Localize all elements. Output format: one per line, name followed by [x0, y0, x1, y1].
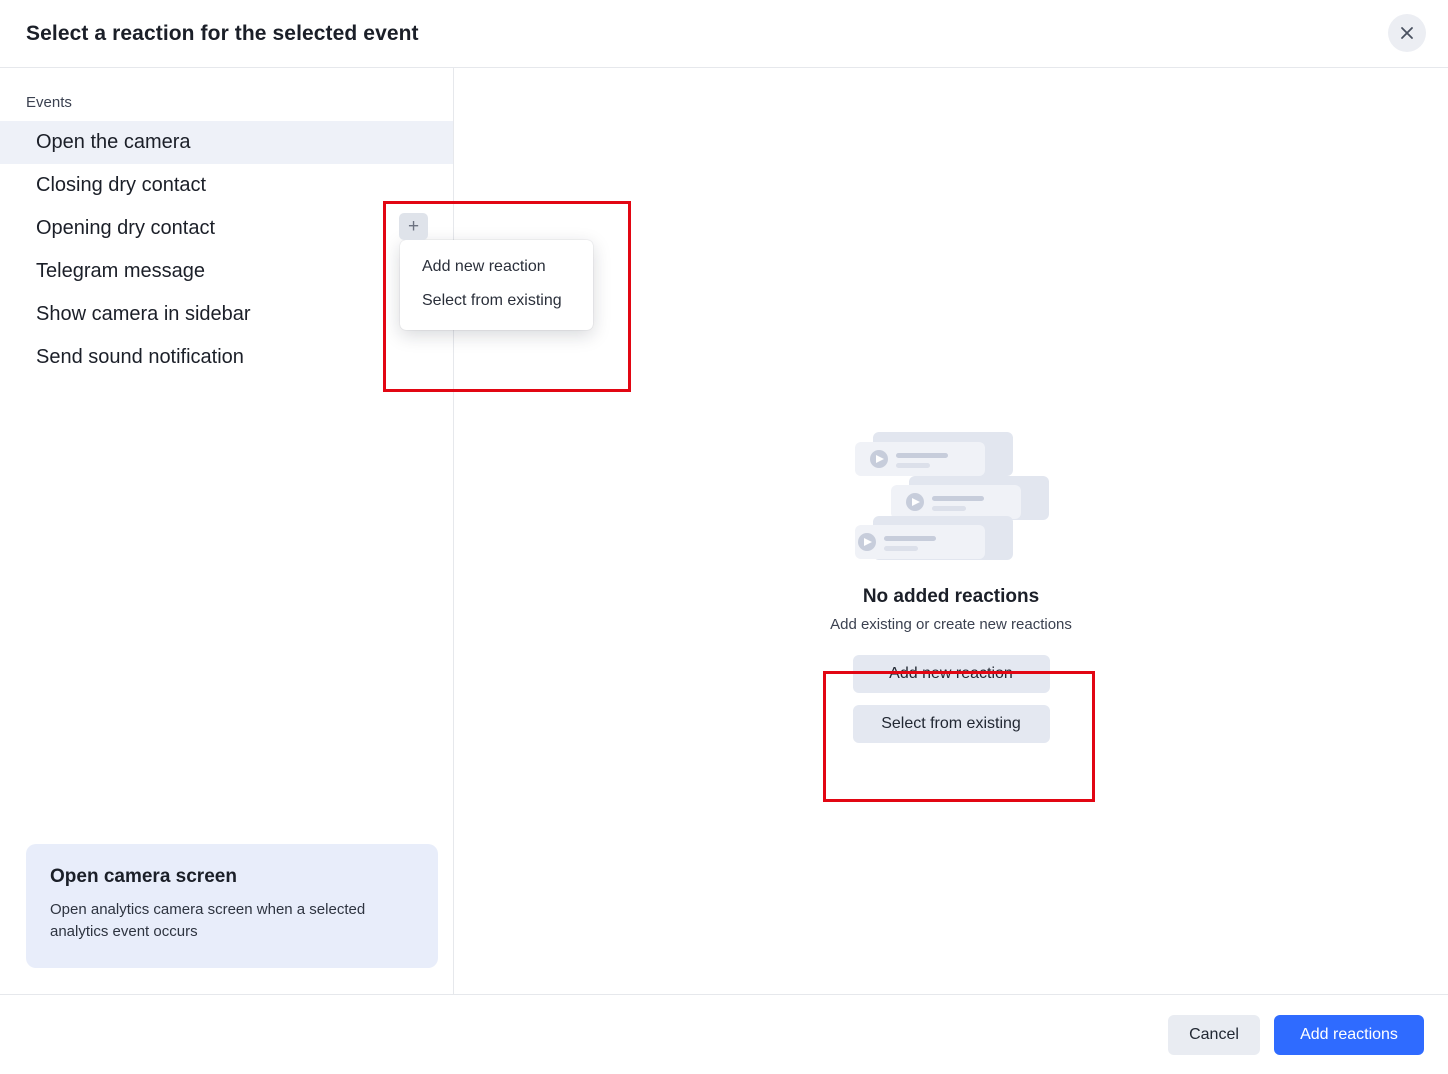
event-label: Show camera in sidebar: [36, 303, 251, 325]
dialog-body: [0, 68, 1448, 994]
add-reaction-plus-icon[interactable]: +: [399, 213, 428, 240]
list-item[interactable]: [0, 293, 453, 336]
menu-item-select-from-existing[interactable]: Select from existing: [422, 292, 562, 309]
event-label: Open the camera: [36, 131, 191, 153]
add-reaction-context-menu: [400, 240, 593, 330]
list-item[interactable]: [0, 336, 453, 379]
page-title: Select a reaction for the selected event: [26, 21, 419, 45]
reactions-pane: [454, 68, 1448, 994]
list-item[interactable]: [0, 207, 453, 250]
close-icon[interactable]: [1388, 14, 1426, 52]
reaction-cards-illustration: [851, 428, 1051, 568]
dialog-footer: [0, 994, 1448, 1074]
reaction-info-card: [26, 844, 438, 968]
list-item[interactable]: [0, 121, 453, 164]
select-from-existing-button[interactable]: Select from existing: [853, 705, 1050, 743]
empty-state-title: No added reactions: [862, 586, 1040, 607]
empty-state: [454, 428, 1448, 755]
list-item[interactable]: [0, 250, 453, 293]
menu-item-add-new-reaction[interactable]: Add new reaction: [422, 258, 546, 275]
event-label: Telegram message: [36, 260, 205, 282]
event-label: Send sound notification: [36, 346, 244, 368]
empty-state-subtitle: Add existing or create new reactions: [830, 616, 1072, 633]
list-item[interactable]: [0, 164, 453, 207]
add-reactions-button[interactable]: Add reactions: [1274, 1015, 1424, 1055]
dialog-header: [0, 0, 1448, 68]
event-label: Closing dry contact: [36, 174, 207, 196]
info-card-title: Open camera screen: [50, 866, 237, 888]
events-section-label: Events: [26, 94, 72, 111]
info-card-description: Open analytics camera screen when a selected analytics event occurs: [50, 901, 366, 940]
events-list: [0, 121, 453, 379]
cancel-button[interactable]: Cancel: [1168, 1015, 1260, 1055]
add-new-reaction-button[interactable]: Add new reaction: [853, 655, 1050, 693]
event-label: Opening dry contact: [36, 217, 215, 239]
events-pane: [0, 68, 562, 994]
